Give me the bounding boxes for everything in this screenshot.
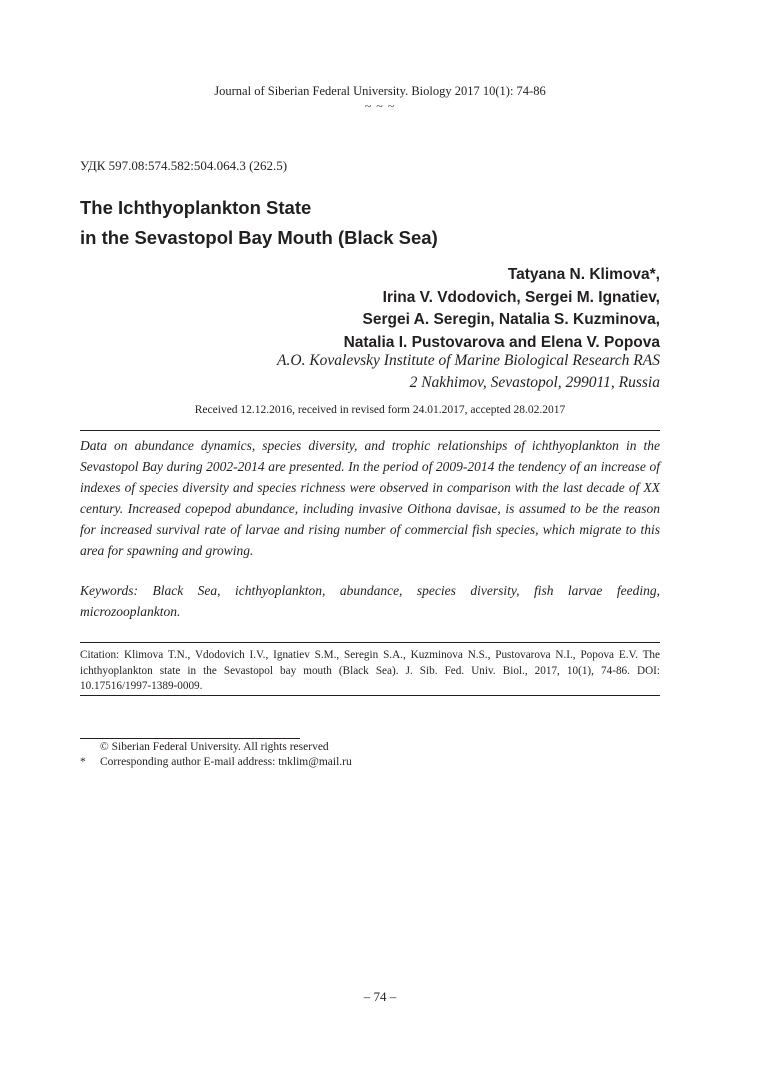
affiliation-line-1: A.O. Kovalevsky Institute of Marine Biological Research RAS	[277, 352, 660, 369]
title-line-1: The Ichthyoplankton State	[80, 197, 312, 218]
footnote-asterisk: *	[80, 756, 86, 768]
footnote-separator	[80, 738, 300, 739]
citation-text: Citation: Klimova T.N., Vdodovich I.V., Ignatiev S.M., Seregin S.A., Kuzminova N.S., Pustovarova N.I., Popova E.V. The ichthyoplankton state in the Sevastopol bay mouth (Black Sea). J. Sib. Fed. Univ. Biol., 2017, 10(1), 74-86. DOI: 10.17516/1997-1389-0009.	[80, 649, 660, 692]
author-line-4: Natalia I. Pustovarova and Elena V. Popova	[343, 333, 660, 351]
author-list	[80, 264, 660, 354]
affiliation-line-2: 2 Nakhimov, Sevastopol, 299011, Russia	[409, 374, 660, 391]
footnote-copyright	[80, 740, 660, 755]
author-line-2: Irina V. Vdodovich, Sergei M. Ignatiev,	[382, 288, 660, 306]
author-line-1: Tatyana N. Klimova*,	[507, 266, 660, 283]
citation-top-rule	[80, 642, 660, 643]
received-dates: Received 12.12.2016, received in revised form 24.01.2017, accepted 28.02.2017	[194, 404, 566, 416]
page-number: – 74 –	[363, 989, 397, 1004]
footnote-corresponding	[80, 755, 660, 770]
author-line-3: Sergei A. Seregin, Natalia S. Kuzminova,	[362, 311, 660, 328]
citation-bottom-rule	[80, 695, 660, 696]
header-ornament: ~ ~ ~	[364, 99, 396, 113]
abstract-top-rule	[80, 430, 660, 431]
udk-code: УДК 597.08:574.582:504.064.3 (262.5)	[80, 158, 288, 173]
affiliation	[80, 350, 660, 394]
abstract-text: Data on abundance dynamics, species diversity, and trophic relationships of ichthyoplankton in the Sevastopol Bay during 2002-2014 are presented. In the period of 2009-2014 the tendency of an increase of indexes of species diversity and species richness were observed in comparison with the last decade of XX century. Increased copepod abundance, including invasive Oithona davisae, is assumed to be the reason for increased survival rate of larvae and rising number of commercial fish species, which migrate to this area for spawning and growing.	[80, 438, 660, 558]
journal-header: Journal of Siberian Federal University. Biology 2017 10(1): 74-86	[214, 84, 546, 98]
copyright-text: © Siberian Federal University. All rights reserved	[100, 741, 329, 753]
footnotes	[80, 740, 660, 770]
keywords-text: Keywords: Black Sea, ichthyoplankton, abundance, species diversity, fish larvae feeding, microzooplankton.	[80, 583, 660, 619]
corresponding-author-text: Corresponding author E-mail address: tnklim@mail.ru	[100, 756, 352, 768]
title-line-2: in the Sevastopol Bay Mouth (Black Sea)	[80, 227, 438, 248]
paper-title	[80, 193, 680, 253]
